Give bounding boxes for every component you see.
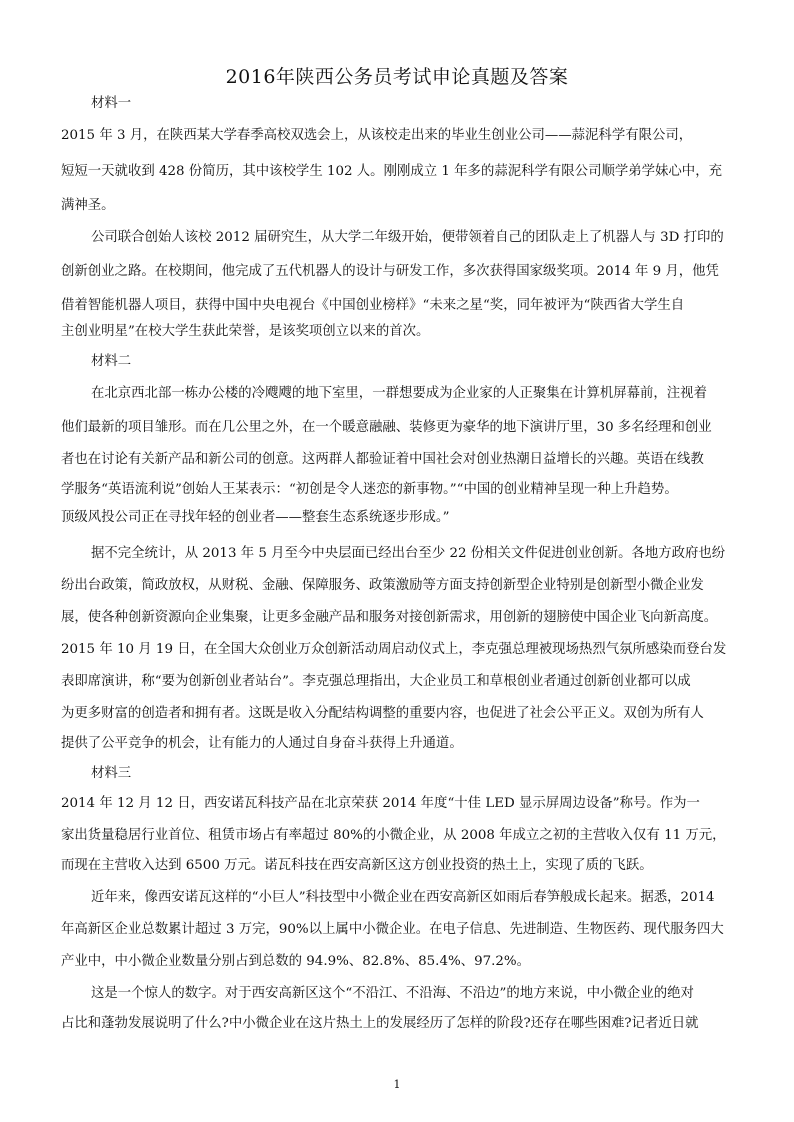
- body-line: 他们最新的项目雏形。而在几公里之外，在一个暖意融融、装修更为豪华的地下演讲厅里，30 多名经理和创业: [61, 420, 712, 435]
- section-heading-material-2: 材料二: [91, 354, 132, 369]
- body-line: 这是一个惊人的数字。对于西安高新区这个“不沿江、不沿海、不沿边”的地方来说，中小微企业的绝对: [91, 986, 694, 1001]
- body-line: 占比和蓬勃发展说明了什么?中小微企业在这片热土上的发展经历了怎样的阶段?还存在哪些困难?记者近日就: [61, 1016, 699, 1031]
- body-line: 满神圣。: [61, 198, 115, 213]
- body-line: 2015 年 10 月 19 日，在全国大众创业万众创新活动周启动仪式上，李克强总理被现场热烈气氛所感染而登台发: [61, 642, 727, 657]
- body-line: 据不完全统计，从 2013 年 5 月至今中央层面已经出台至少 22 份相关文件促进创业创新。各地方政府也纷: [91, 546, 726, 561]
- body-line: 展，使各种创新资源向企业集聚，让更多金融产品和服务对接创新需求，用创新的翅膀使中国企业飞向新高度。: [61, 610, 718, 625]
- body-line: 为更多财富的创造者和拥有者。这既是收入分配结构调整的重要内容，也促进了社会公平正义。双创为所有人: [61, 706, 704, 721]
- body-line: 家出货量稳居行业首位、租赁市场占有率超过 80%的小微企业，从 2008 年成立之初的主营收入仅有 11 万元，: [61, 828, 726, 843]
- body-line: 提供了公平竞争的机会，让有能力的人通过自身奋斗获得上升通道。: [61, 736, 463, 751]
- section-heading-material-3: 材料三: [91, 766, 132, 781]
- body-line: 者也在讨论有关新产品和新公司的创意。这两群人都验证着中国社会对创业热潮日益增长的兴趣。英语在线教: [61, 452, 704, 467]
- body-line: 主创业明星”在校大学生获此荣誉，是该奖项创立以来的首次。: [61, 324, 430, 339]
- body-line: 纷出台政策，简政放权，从财税、金融、保障服务、政策激励等方面支持创新型企业特别是创新型小微企业发: [61, 578, 704, 593]
- body-line: 借着智能机器人项目，获得中国中央电视台《中国创业榜样》“未来之星“奖，同年被评为“陕西省大学生自: [61, 298, 685, 313]
- body-line: 顶级风投公司正在寻找年轻的创业者——整套生态系统逐步形成。”: [61, 510, 450, 525]
- page-number: 1: [393, 1078, 401, 1091]
- body-line: 在北京西北部一栋办公楼的冷飕飕的地下室里，一群想要成为企业家的人正聚集在计算机屏幕前，注视着: [91, 386, 707, 401]
- body-line: 年高新区企业总数累计超过 3 万完，90%以上属中小微企业。在电子信息、先进制造、生物医药、现代服务四大: [61, 922, 724, 937]
- body-line: 学服务“英语流利说”创始人王某表示：“初创是令人迷恋的新事物。”“中国的创业精神呈现一种上升趋势。: [61, 482, 678, 497]
- section-heading-material-1: 材料一: [91, 96, 132, 111]
- body-line: 而现在主营收入达到 6500 万元。诺瓦科技在西安高新区这方创业投资的热土上，实现了质的飞跃。: [61, 858, 653, 873]
- body-line: 产业中，中小微企业数量分别占到总数的 94.9%、82.8%、85.4%、97.2%。: [61, 954, 531, 969]
- body-line: 近年来，像西安诺瓦这样的“小巨人”科技型中小微企业在西安高新区如雨后春笋般成长起来。据悉，2014: [91, 890, 715, 905]
- body-line: 表即席演讲，称“要为创新创业者站台”。李克强总理指出，大企业员工和草根创业者通过创新创业都可以成: [61, 674, 691, 689]
- body-line: 短短一天就收到 428 份简历，其中该校学生 102 人。刚刚成立 1 年多的蒜泥科学有限公司顺学弟学妹心中，充: [61, 164, 722, 179]
- body-line: 公司联合创始人该校 2012 届研究生，从大学二年级开始，便带领着自己的团队走上了机器人与 3D 打印的: [91, 230, 724, 245]
- body-line: 2015 年 3 月，在陕西某大学春季高校双选会上，从该校走出来的毕业生创业公司——蒜泥科学有限公司，: [61, 128, 693, 143]
- body-line: 2014 年 12 月 12 日，西安诺瓦科技产品在北京荣获 2014 年度“十佳 LED 显示屏周边设备”称号。作为一: [61, 796, 700, 811]
- body-line: 创新创业之路。在校期间，他完成了五代机器人的设计与研发工作，多次获得国家级奖项。2014 年 9 月，他凭: [61, 264, 719, 279]
- document-title: 2016年陕西公务员考试申论真题及答案: [225, 66, 569, 88]
